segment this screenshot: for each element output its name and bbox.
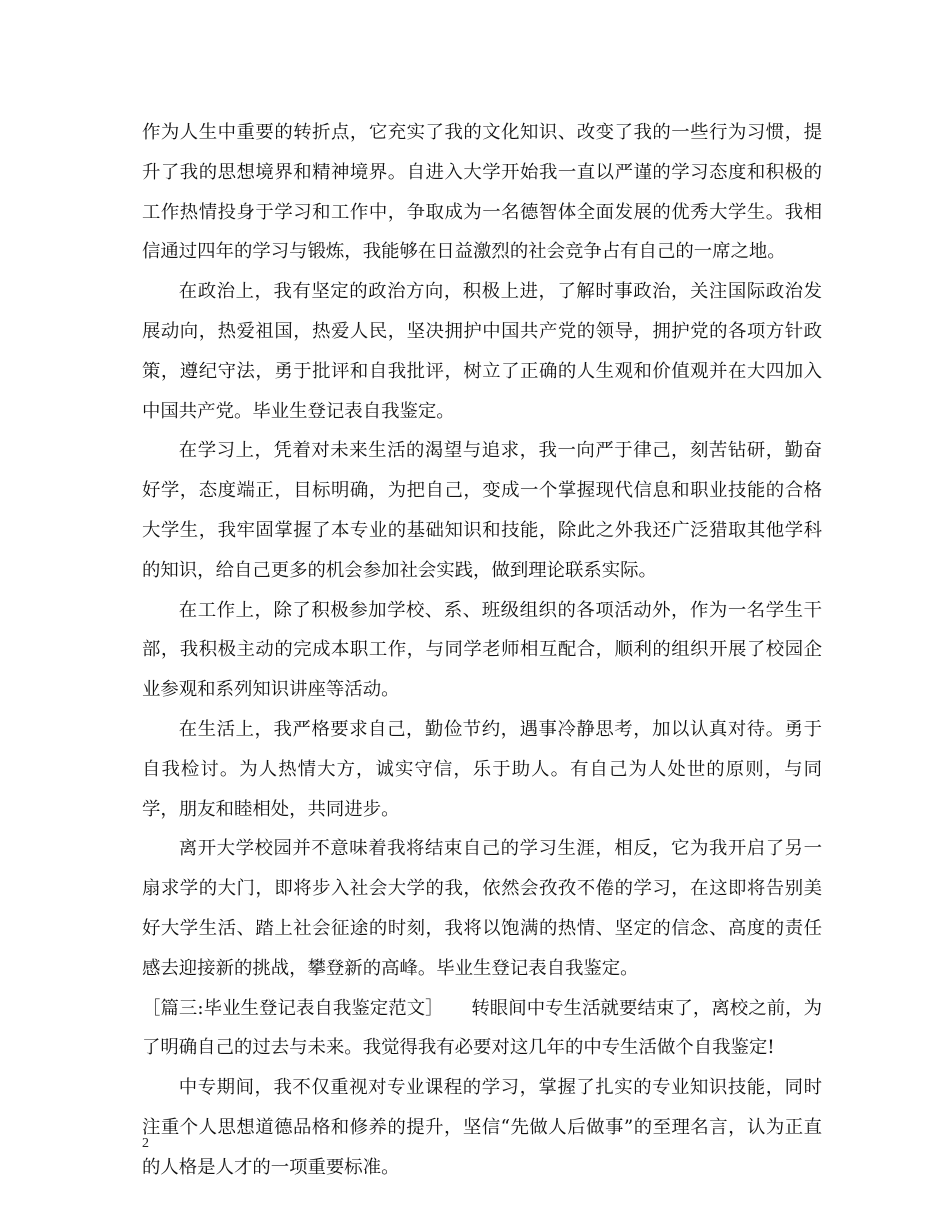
paragraph-study: 在学习上，凭着对未来生活的渴望与追求，我一向严于律己，刻苦钻研，勤奋好学，态度端正，目标明确，为把自己，变成一个掌握现代信息和职业技能的合格大学生，我牢固掌握了本专业的基础知识和技能，除此之外我还广泛猎取其他学科的知识，给自己更多的机会参加社会实践，做到理论联系实际。 [142,440,822,581]
paragraph-intro: 作为人生中重要的转折点，它充实了我的文化知识、改变了我的一些行为习惯，提升了我的思想境界和精神境界。自进入大学开始我一直以严谨的学习态度和积极的工作热情投身于学习和工作中，争取成为一名德智体全面发展的优秀大学生。我相信通过四年的学习与锻炼，我能够在日益激烈的社会竞争占有自己的一席之地。 [142,122,822,263]
section-three-paragraph: ［篇三:毕业生登记表自我鉴定范文］ 转眼间中专生活就要结束了，离校之前，为了明确自己的过去与未来。我觉得我有必要对这几年的中专生活做个自我鉴定! [142,997,822,1059]
page-number: 2 [142,1136,149,1151]
paragraph-secondary-school: 中专期间，我不仅重视对专业课程的学习，掌握了扎实的专业知识技能，同时注重个人思想道德品格和修养的提升，坚信“先做人后做事”的至理名言，认为正直的人格是人才的一项重要标准。 [142,1077,822,1178]
document-body [142,113,822,1188]
paragraph-politics: 在政治上，我有坚定的政治方向，积极上进，了解时事政治，关注国际政治发展动向，热爱祖国，热爱人民，坚决拥护中国共产党的领导，拥护党的各项方针政策，遵纪守法，勇于批评和自我批评，树立了正确的人生观和价值观并在大四加入中国共产党。毕业生登记表自我鉴定。 [142,281,822,422]
paragraph-work: 在工作上，除了积极参加学校、系、班级组织的各项活动外，作为一名学生干部，我积极主动的完成本职工作，与同学老师相互配合，顺利的组织开展了校园企业参观和系列知识讲座等活动。 [142,599,822,701]
paragraph-future: 离开大学校园并不意味着我将结束自己的学习生涯，相反，它为我开启了另一扇求学的大门，即将步入社会大学的我，依然会孜孜不倦的学习，在这即将告别美好大学生活、踏上社会征途的时刻，我将以饱满的热情、坚定的信念、高度的责任感去迎接新的挑战，攀登新的高峰。毕业生登记表自我鉴定。 [142,838,822,979]
paragraph-life: 在生活上，我严格要求自己，勤俭节约，遇事冷静思考，加以认真对待。勇于自我检讨。为人热情大方，诚实守信，乐于助人。有自己为人处世的原则，与同学，朋友和睦相处，共同进步。 [142,718,822,820]
